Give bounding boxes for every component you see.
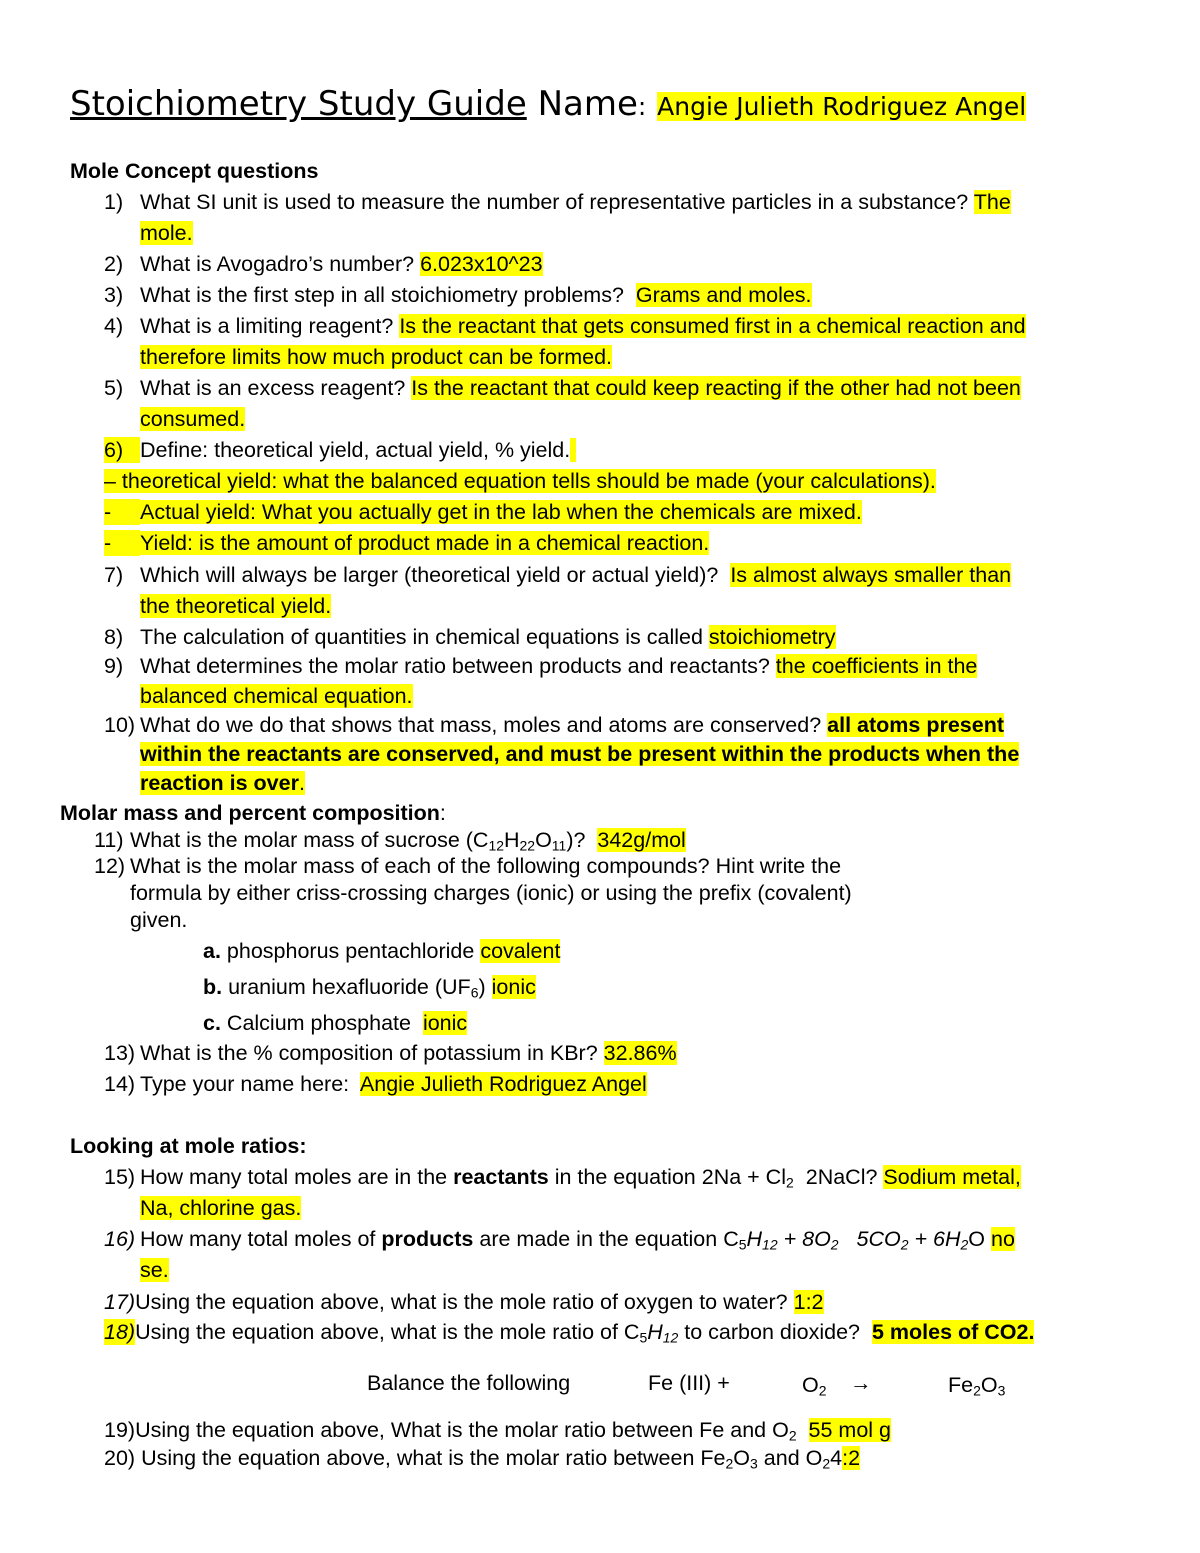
- balance-fe2o3: $Fe_2O_3$: [948, 1373, 1006, 1399]
- question-5: 5) What is an excess reagent? Is the reactant that could keep reacting if the other had not been: [104, 376, 1021, 400]
- question-9-cont: balanced chemical equation.: [140, 684, 413, 708]
- question-19: 19)Using the equation above, What is the molar ratio between Fe and $O_2$ 55 mol g: [104, 1418, 892, 1444]
- question-16-cont: se.: [140, 1258, 169, 1282]
- item-c: c. Calcium phosphate ionic: [203, 1011, 468, 1035]
- section-heading-molar-mass: Molar mass and percent composition:: [60, 801, 446, 825]
- student-name: Angie Julieth Rodriguez Angel: [657, 92, 1027, 121]
- question-1: 1) What SI unit is used to measure the number of representative particles in a substance? The: [104, 190, 1011, 214]
- question-11: 11) What is the molar mass of sucrose $(C_{12}H_{22}O_{11})$? 342g/mol: [94, 828, 686, 854]
- question-5-cont: consumed.: [140, 407, 246, 431]
- section-heading-mole-concept: Mole Concept questions: [70, 159, 319, 183]
- question-17: 17)Using the equation above, what is the mole ratio of oxygen to water? 1:2: [104, 1290, 824, 1314]
- question-13: 13) What is the % composition of potassium in KBr? 32.86%: [104, 1041, 677, 1065]
- question-12-cont: formula by either criss-crossing charges (ionic) or using the prefix (covalent): [130, 881, 852, 905]
- question-12: 12) What is the molar mass of each of the following compounds? Hint write the: [94, 854, 842, 878]
- arrow-icon: →: [850, 1371, 872, 1395]
- question-14: 14) Type your name here: Angie Julieth Rodriguez Angel: [104, 1072, 647, 1096]
- question-7-cont: the theoretical yield.: [140, 594, 332, 618]
- question-4-cont: therefore limits how much product can be formed.: [140, 345, 613, 369]
- question-10-cont2: reaction is over.: [140, 771, 305, 795]
- balance-label: Balance the following: [367, 1371, 571, 1395]
- question-15: 15) How many total moles are in the reactants in the equation $2Na + Cl_2$ 2NaCl? Sodium metal,: [104, 1165, 1021, 1191]
- item-b: b. uranium hexafluoride $(UF_6)$ ionic: [203, 975, 536, 1001]
- question-8: 8) The calculation of quantities in chemical equations is called stoichiometry: [104, 625, 836, 649]
- definition-theoretical-yield: – theoretical yield: what the balanced equation tells should be made (your calculations).: [104, 469, 936, 493]
- question-16: 16) How many total moles of products are made in the equation $C_5H_{12} + 8O_2$ $5CO_2 + 6H_2O$ no: [104, 1227, 1015, 1253]
- question-10-cont: within the reactants are conserved, and must be present within the products when the: [140, 742, 1020, 766]
- question-6: 6) Define: theoretical yield, actual yield, % yield.: [104, 437, 576, 463]
- definition-yield: - Yield: is the amount of product made in a chemical reaction.: [104, 531, 710, 555]
- question-20: 20) Using the equation above, what is the molar ratio between $Fe_2O_3$ and $O_24:2$: [104, 1446, 861, 1472]
- document-title: Stoichiometry Study Guide: [70, 84, 527, 124]
- question-3: 3) What is the first step in all stoichiometry problems? Grams and moles.: [104, 283, 812, 307]
- question-4: 4) What is a limiting reagent? Is the reactant that gets consumed first in a chemical reaction and: [104, 314, 1026, 338]
- question-18: 18)Using the equation above, what is the mole ratio of $C_5H_{12}$ to carbon dioxide? 5 moles of CO2.: [104, 1320, 1035, 1346]
- balance-fe: Fe (III) +: [648, 1371, 730, 1395]
- question-9: 9) What determines the molar ratio between products and reactants? the coefficients in the: [104, 654, 978, 678]
- page-title: Stoichiometry Study Guide Name: Angie Julieth Rodriguez Angel: [70, 84, 1027, 124]
- name-label: Name: [537, 84, 638, 124]
- question-15-cont: Na, chlorine gas.: [140, 1196, 302, 1220]
- item-a: a. phosphorus pentachloride covalent: [203, 939, 561, 963]
- question-1-cont: mole.: [140, 221, 193, 245]
- question-10: 10) What do we do that shows that mass, moles and atoms are conserved? all atoms present: [104, 713, 1005, 737]
- definition-actual-yield: - Actual yield: What you actually get in the lab when the chemicals are mixed.: [104, 500, 862, 524]
- balance-o2: $O_2$: [802, 1373, 827, 1399]
- question-2: 2) What is Avogadro’s number? 6.023x10^23: [104, 252, 543, 276]
- section-heading-mole-ratios: Looking at mole ratios:: [70, 1134, 307, 1158]
- question-12-cont2: given.: [130, 908, 188, 932]
- question-7: 7) Which will always be larger (theoretical yield or actual yield)? Is almost always smaller than: [104, 563, 1012, 587]
